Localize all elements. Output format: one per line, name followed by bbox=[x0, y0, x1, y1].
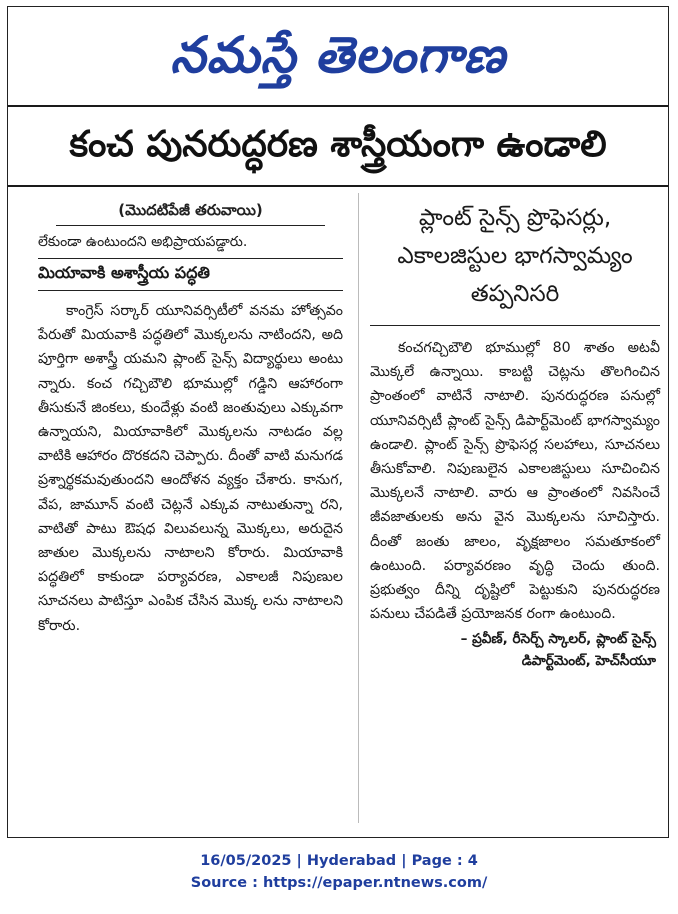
left-body-paragraph: కాంగ్రెస్ సర్కార్ యూనివర్సిటీలో వనమ హోత్సవం పేరుతో మియవాకి పద్ధతిలో మొక్కలను నాటిందని, అది పూర్తిగా అశాస్త్రీ యమని ప్లాంట్ సైన్స్ విద్యార్థులు అంటు న్నారు. కంచ గచ్చిబౌలి భూముల్లో గడ్డిని ఆహారంగా తీసుకునే జింకలు, కుందేళ్లు వంటి జంతువులు ఎక్కువగా ఉన్నాయని, మియావాకిలో మొక్కలను నాటడం వల్ల వాటికి ఆహారం దొరకదని చెప్పారు. దీంతో వాటి మనుగడ ప్రశ్నార్థకమవుతుందని ఆందోళన వ్యక్తం చేశారు. కానుగ, వేప, జామూన్ వంటి చెట్లనే ఎక్కువ నాటుతున్నా రని, వాటితో పాటు ఔషధ విలువలున్న మొక్కలు, అరుదైన జాతుల మొక్కలను నాటాలని కోరారు. మియావాకి పద్ధతిలో కాకుండా పర్యావరణ, ఎకాలజీ నిపుణుల సూచనలు పాటిస్తూ ఎంపిక చేసిన మొక్క లను నాటాలని కోరారు. bbox=[38, 303, 343, 634]
lead-line: లేకుండా ఉంటుందని అభిప్రాయపడ్డారు. bbox=[38, 234, 248, 250]
footer-source-line: Source : https://epaper.ntnews.com/ bbox=[190, 875, 488, 891]
kicker: ప్లాంట్ సైన్స్ ప్రొఫెసర్లు, ఎకాలజిస్టుల భాగస్వామ్యం తప్పనిసరి bbox=[370, 197, 660, 326]
headline-rule bbox=[8, 185, 668, 187]
byline bbox=[370, 628, 660, 672]
left-column bbox=[38, 197, 343, 638]
masthead-rule bbox=[8, 105, 668, 107]
newspaper-logo: నమస్తే తెలంగాణ bbox=[170, 26, 506, 84]
article-headline: కంచ పునరుద్ధరణ శాస్త్రీయంగా ఉండాలి bbox=[69, 124, 607, 165]
clipping-frame bbox=[7, 6, 669, 838]
right-column bbox=[370, 197, 660, 672]
right-body-paragraph: కంచగచ్చిబౌలి భూముల్లో 80 శాతం అటవీ మొక్కలే ఉన్నాయి. కాబట్టి చెట్లను తొలగించిన ప్రాంతంలో వాటినే నాటాలి. పునరుద్ధరణ పనుల్లో యూనివర్సిటీ ప్లాంట్ సైన్స్ డిపార్ట్‌మెంట్ భాగస్వామ్యం ఉండాలి. ప్లాంట్ సైన్స్ ప్రొఫెసర్ల సలహాలు, సూచనలు తీసుకోవాలి. నిపుణులైన ఎకాలజిస్టులు సూచించిన మొక్కలనే నాటాలి. వారు ఆ ప్రాంతంలో నివసించే జీవజాతులకు అను వైన మొక్కలను సూచిస్తారు. దీంతో జంతు జాలం, వృక్షజాలం సమతూకంలో ఉంటుంది. పర్యావరణం వృద్ధి చెందు తుంది. ప్రభుత్వం దీన్ని దృష్టిలో పెట్టుకుని పునరుద్ధరణ పనులు చేపడితే ప్రయోజనక రంగా ఉంటుంది. bbox=[370, 340, 660, 623]
byline-line-2: డిపార్ట్‌మెంట్, హెచ్‌సీయూ bbox=[521, 653, 656, 670]
continued-label: (మొదటిపేజీ తరువాయి) bbox=[56, 197, 325, 226]
right-body bbox=[370, 336, 660, 626]
footer bbox=[0, 850, 678, 894]
left-body bbox=[38, 299, 343, 638]
masthead bbox=[8, 7, 668, 103]
footer-date-line: 16/05/2025 | Hyderabad | Page : 4 bbox=[200, 853, 478, 869]
column-divider bbox=[358, 193, 359, 823]
subhead: మియావాకి అశాస్త్రీయ పద్ధతి bbox=[38, 258, 343, 291]
byline-line-1: – ప్రవీణ్, రీసెర్చ్ స్కాలర్, ప్లాంట్ సైన్స్ bbox=[460, 631, 656, 648]
